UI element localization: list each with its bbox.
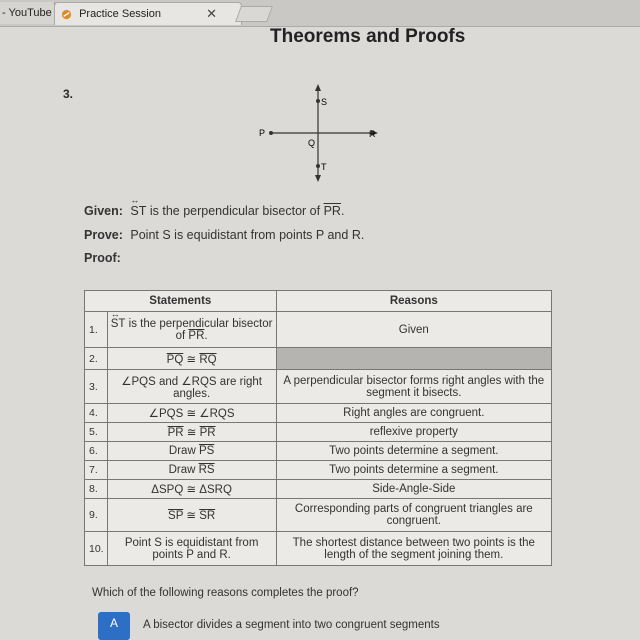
tab-label: - YouTube	[2, 7, 52, 19]
given-label: Given:	[84, 204, 123, 218]
reason-cell: A perpendicular bisector forms right angles with the segment it bisects.	[276, 370, 551, 404]
row-number: 6.	[85, 442, 108, 461]
reason-cell: Two points determine a segment.	[276, 442, 551, 461]
statements-header: Statements	[85, 291, 277, 312]
table-row	[85, 532, 552, 566]
tab-label: Practice Session	[79, 8, 161, 20]
statement-cell: $\overline{PQ}$ ≅ $\overline{RQ}$	[107, 348, 276, 370]
table-row	[85, 404, 552, 423]
table-row	[85, 423, 552, 442]
row-number: 5.	[85, 423, 108, 442]
reasons-header: Reasons	[276, 291, 551, 312]
table-row	[85, 370, 552, 404]
table-row	[85, 312, 552, 348]
statement-cell: Point S is equidistant from points P and R.	[107, 532, 276, 566]
statement-cell: Draw $\overline{RS}$	[107, 461, 276, 480]
proof-table	[84, 290, 552, 566]
row-number: 3.	[85, 370, 108, 404]
prove-label: Prove:	[84, 228, 123, 242]
row-number: 7.	[85, 461, 108, 480]
statement-cell: ∠PQS and ∠RQS are right angles.	[107, 370, 276, 404]
point-t	[316, 164, 320, 168]
table-row	[85, 461, 552, 480]
question-number: 3.	[63, 87, 74, 101]
row-number: 9.	[85, 499, 108, 532]
row-number: 10.	[85, 532, 108, 566]
question-prompt: Which of the following reasons completes the proof?	[92, 587, 359, 599]
close-icon[interactable]: ✕	[206, 6, 217, 21]
reason-cell: Corresponding parts of congruent triangles are congruent.	[276, 499, 551, 532]
given-line: Given: ↔ ST is the perpendicular bisector of $\overline{PR}$.	[84, 204, 344, 218]
prove-line	[84, 228, 364, 242]
statement-cell: Draw $\overline{PS}$	[107, 442, 276, 461]
option-a-text[interactable]: A bisector divides a segment into two congruent segments	[143, 619, 440, 631]
browser-tab-bar	[0, 0, 640, 27]
statement-cell: $\overline{SP}$ ≅ $\overline{SR}$	[107, 499, 276, 532]
missing-reason-cell	[276, 348, 551, 370]
label-p: P	[259, 128, 266, 138]
page-title: Theorems and Proofs	[270, 26, 466, 47]
reason-cell: Given	[276, 312, 551, 348]
point-p	[269, 131, 273, 135]
table-row	[85, 442, 552, 461]
label-t: T	[321, 162, 327, 172]
tab-practice-session[interactable]	[54, 2, 242, 25]
option-a-button[interactable]: A	[98, 612, 130, 640]
row-number: 2.	[85, 348, 108, 370]
label-s: S	[321, 97, 328, 107]
row-number: 4.	[85, 404, 108, 423]
proof-label: Proof:	[84, 251, 121, 265]
statement-cell: $\overline{PR}$ ≅ $\overline{PR}$	[107, 423, 276, 442]
label-r: R	[369, 129, 376, 139]
row-number: 1.	[85, 312, 108, 348]
label-q: Q	[308, 138, 316, 148]
arrow-down-icon	[315, 175, 321, 182]
tab-youtube[interactable]	[0, 2, 55, 24]
reason-cell: reflexive property	[276, 423, 551, 442]
reason-cell: The shortest distance between two points is the length of the segment joining them.	[276, 532, 551, 566]
reason-cell: Two points determine a segment.	[276, 461, 551, 480]
prove-text: Point S is equidistant from points P and R.	[130, 228, 365, 242]
practice-session-icon	[61, 9, 72, 20]
statement-cell: ∠PQS ≅ ∠RQS	[107, 404, 276, 423]
point-s	[316, 99, 320, 103]
statement-cell: ΔSPQ ≅ ΔSRQ	[107, 480, 276, 499]
arrow-up-icon	[315, 84, 321, 91]
table-header-row	[85, 291, 552, 312]
reason-cell: Right angles are congruent.	[276, 404, 551, 423]
line-st-notation: ↔ ST	[130, 204, 146, 218]
new-tab-button[interactable]	[235, 6, 273, 22]
statement-cell: ↔ ST is the perpendicular bisector of $\overline{PR}$.	[107, 312, 276, 348]
segment-pr-notation: $\overline{PR}$	[323, 204, 341, 218]
table-row	[85, 480, 552, 499]
reason-cell: Side-Angle-Side	[276, 480, 551, 499]
table-row	[85, 499, 552, 532]
row-number: 8.	[85, 480, 108, 499]
table-row	[85, 348, 552, 370]
perpendicular-bisector-diagram	[250, 80, 390, 190]
